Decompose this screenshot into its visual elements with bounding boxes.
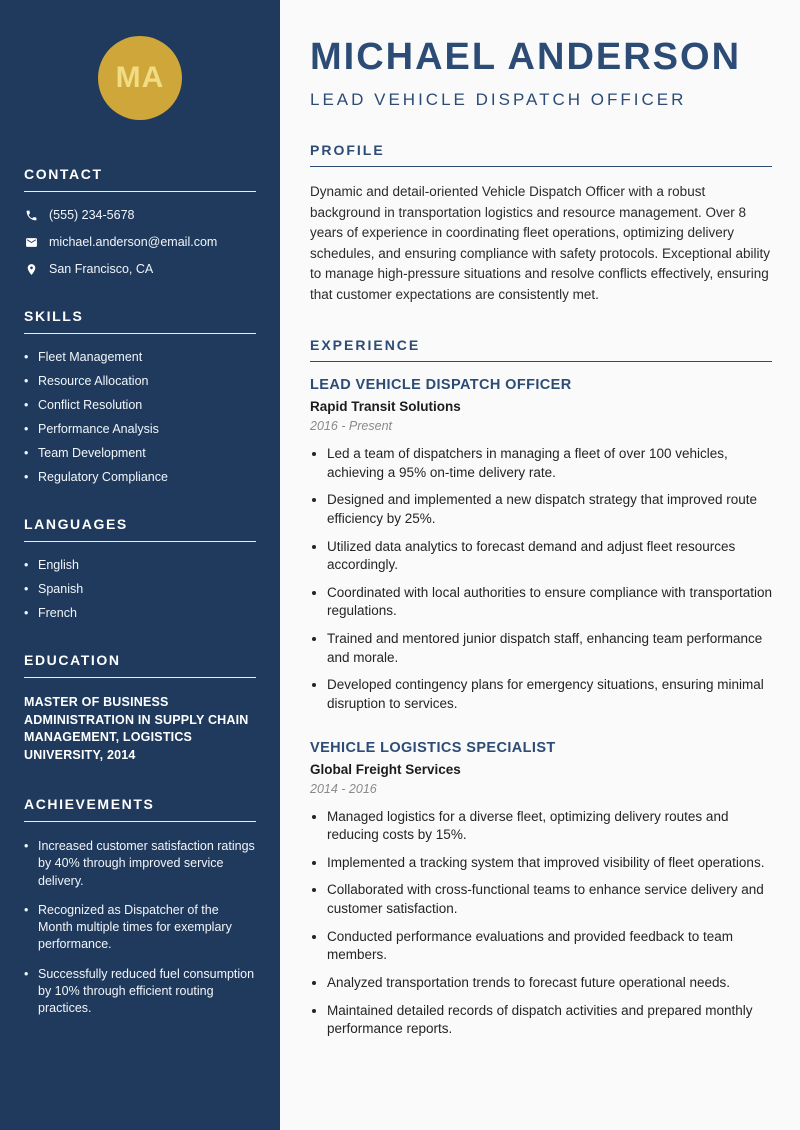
job-bullet: • Implemented a tracking system that improved visibility of fleet operations. — [327, 854, 772, 873]
language-item: • English — [24, 558, 256, 572]
candidate-title: LEAD VEHICLE DISPATCH OFFICER — [310, 90, 687, 109]
job-title: VEHICLE LOGISTICS SPECIALIST — [310, 739, 556, 756]
profile-heading: PROFILE — [310, 142, 772, 167]
avatar-wrap — [24, 36, 256, 120]
achievement-item: • Successfully reduced fuel consumption by 10% through efficient routing practices. — [24, 966, 256, 1018]
candidate-name: MICHAEL ANDERSON — [310, 36, 742, 78]
skill-item: • Conflict Resolution — [24, 398, 256, 412]
phone-icon — [24, 208, 38, 222]
achievement-item: • Increased customer satisfaction ratings by 40% through improved service delivery. — [24, 838, 256, 890]
email-text: michael.anderson@email.com — [49, 235, 218, 249]
job-bullet: • Conducted performance evaluations and provided feedback to team members. — [327, 928, 772, 965]
contact-heading: CONTACT — [24, 166, 256, 192]
job-bullet: • Maintained detailed records of dispatch activities and prepared monthly performance reports. — [327, 1002, 772, 1039]
location-text: San Francisco, CA — [49, 262, 154, 276]
languages-section — [24, 516, 256, 620]
job-bullet: • Managed logistics for a diverse fleet, optimizing delivery routes and reducing costs by 15%. — [327, 808, 772, 845]
education-section — [24, 652, 256, 764]
languages-heading: LANGUAGES — [24, 516, 256, 542]
job-title: LEAD VEHICLE DISPATCH OFFICER — [310, 377, 572, 394]
skill-item: • Team Development — [24, 446, 256, 460]
job-entry — [310, 377, 772, 714]
job-bullet: • Collaborated with cross-functional teams to enhance service delivery and customer satisfaction. — [327, 881, 772, 918]
job-bullet-list — [310, 808, 772, 1039]
skill-item: • Fleet Management — [24, 350, 256, 364]
languages-list — [24, 558, 256, 620]
job-bullet: • Trained and mentored junior dispatch staff, enhancing team performance and morale. — [327, 630, 772, 667]
company-name: Rapid Transit Solutions — [310, 399, 461, 415]
achievements-heading: ACHIEVEMENTS — [24, 796, 256, 822]
location-pin-icon — [24, 262, 38, 276]
education-heading: EDUCATION — [24, 652, 256, 678]
job-bullet: • Coordinated with local authorities to ensure compliance with transportation regulations. — [327, 584, 772, 621]
job-bullet: • Designed and implemented a new dispatch strategy that improved route efficiency by 25%. — [327, 491, 772, 528]
language-item: • French — [24, 606, 256, 620]
job-bullet: • Led a team of dispatchers in managing a fleet of over 100 vehicles, achieving a 95% on-time delivery rate. — [327, 445, 772, 482]
job-dates: 2014 - 2016 — [310, 781, 377, 796]
achievements-list — [24, 838, 256, 1017]
skill-item: • Performance Analysis — [24, 422, 256, 436]
language-item: • Spanish — [24, 582, 256, 596]
contact-email — [24, 235, 256, 249]
skills-heading: SKILLS — [24, 308, 256, 334]
experience-section — [310, 337, 772, 1039]
profile-text: Dynamic and detail-oriented Vehicle Dispatch Officer with a robust background in transportation logistics and resource management. Over 8 years of experience in coordinating fleet operations, optimizing delivery schedules, and ensuring compliance with safety protocols. Exceptional ability to manage high-pressure situations and resolve conflicts effectively, ensuring that customer expectations are consistently met. — [310, 184, 771, 302]
skill-item: • Resource Allocation — [24, 374, 256, 388]
contact-location — [24, 262, 256, 276]
avatar-initials: MA — [115, 61, 165, 94]
profile-section — [310, 142, 772, 305]
job-bullet: • Developed contingency plans for emergency situations, ensuring minimal disruption to services. — [327, 676, 772, 713]
achievements-section — [24, 796, 256, 1017]
job-entry — [310, 740, 772, 1039]
job-bullet: • Analyzed transportation trends to forecast future operational needs. — [327, 974, 772, 993]
job-bullet: • Utilized data analytics to forecast demand and adjust fleet resources accordingly. — [327, 538, 772, 575]
main-content — [280, 0, 800, 1130]
phone-text: (555) 234-5678 — [49, 208, 135, 222]
experience-heading: EXPERIENCE — [310, 337, 772, 362]
company-name: Global Freight Services — [310, 761, 461, 777]
contact-section — [24, 166, 256, 276]
skills-list — [24, 350, 256, 484]
job-dates: 2016 - Present — [310, 419, 392, 434]
email-icon — [24, 235, 38, 249]
contact-phone — [24, 208, 256, 222]
education-text: MASTER OF BUSINESS ADMINISTRATION IN SUPPLY CHAIN MANAGEMENT, LOGISTICS UNIVERSITY, 2014 — [24, 695, 249, 762]
skill-item: • Regulatory Compliance — [24, 470, 256, 484]
job-bullet-list — [310, 445, 772, 714]
sidebar — [0, 0, 280, 1130]
avatar — [98, 36, 182, 120]
achievement-item: • Recognized as Dispatcher of the Month multiple times for exemplary performance. — [24, 902, 256, 954]
skills-section — [24, 308, 256, 484]
